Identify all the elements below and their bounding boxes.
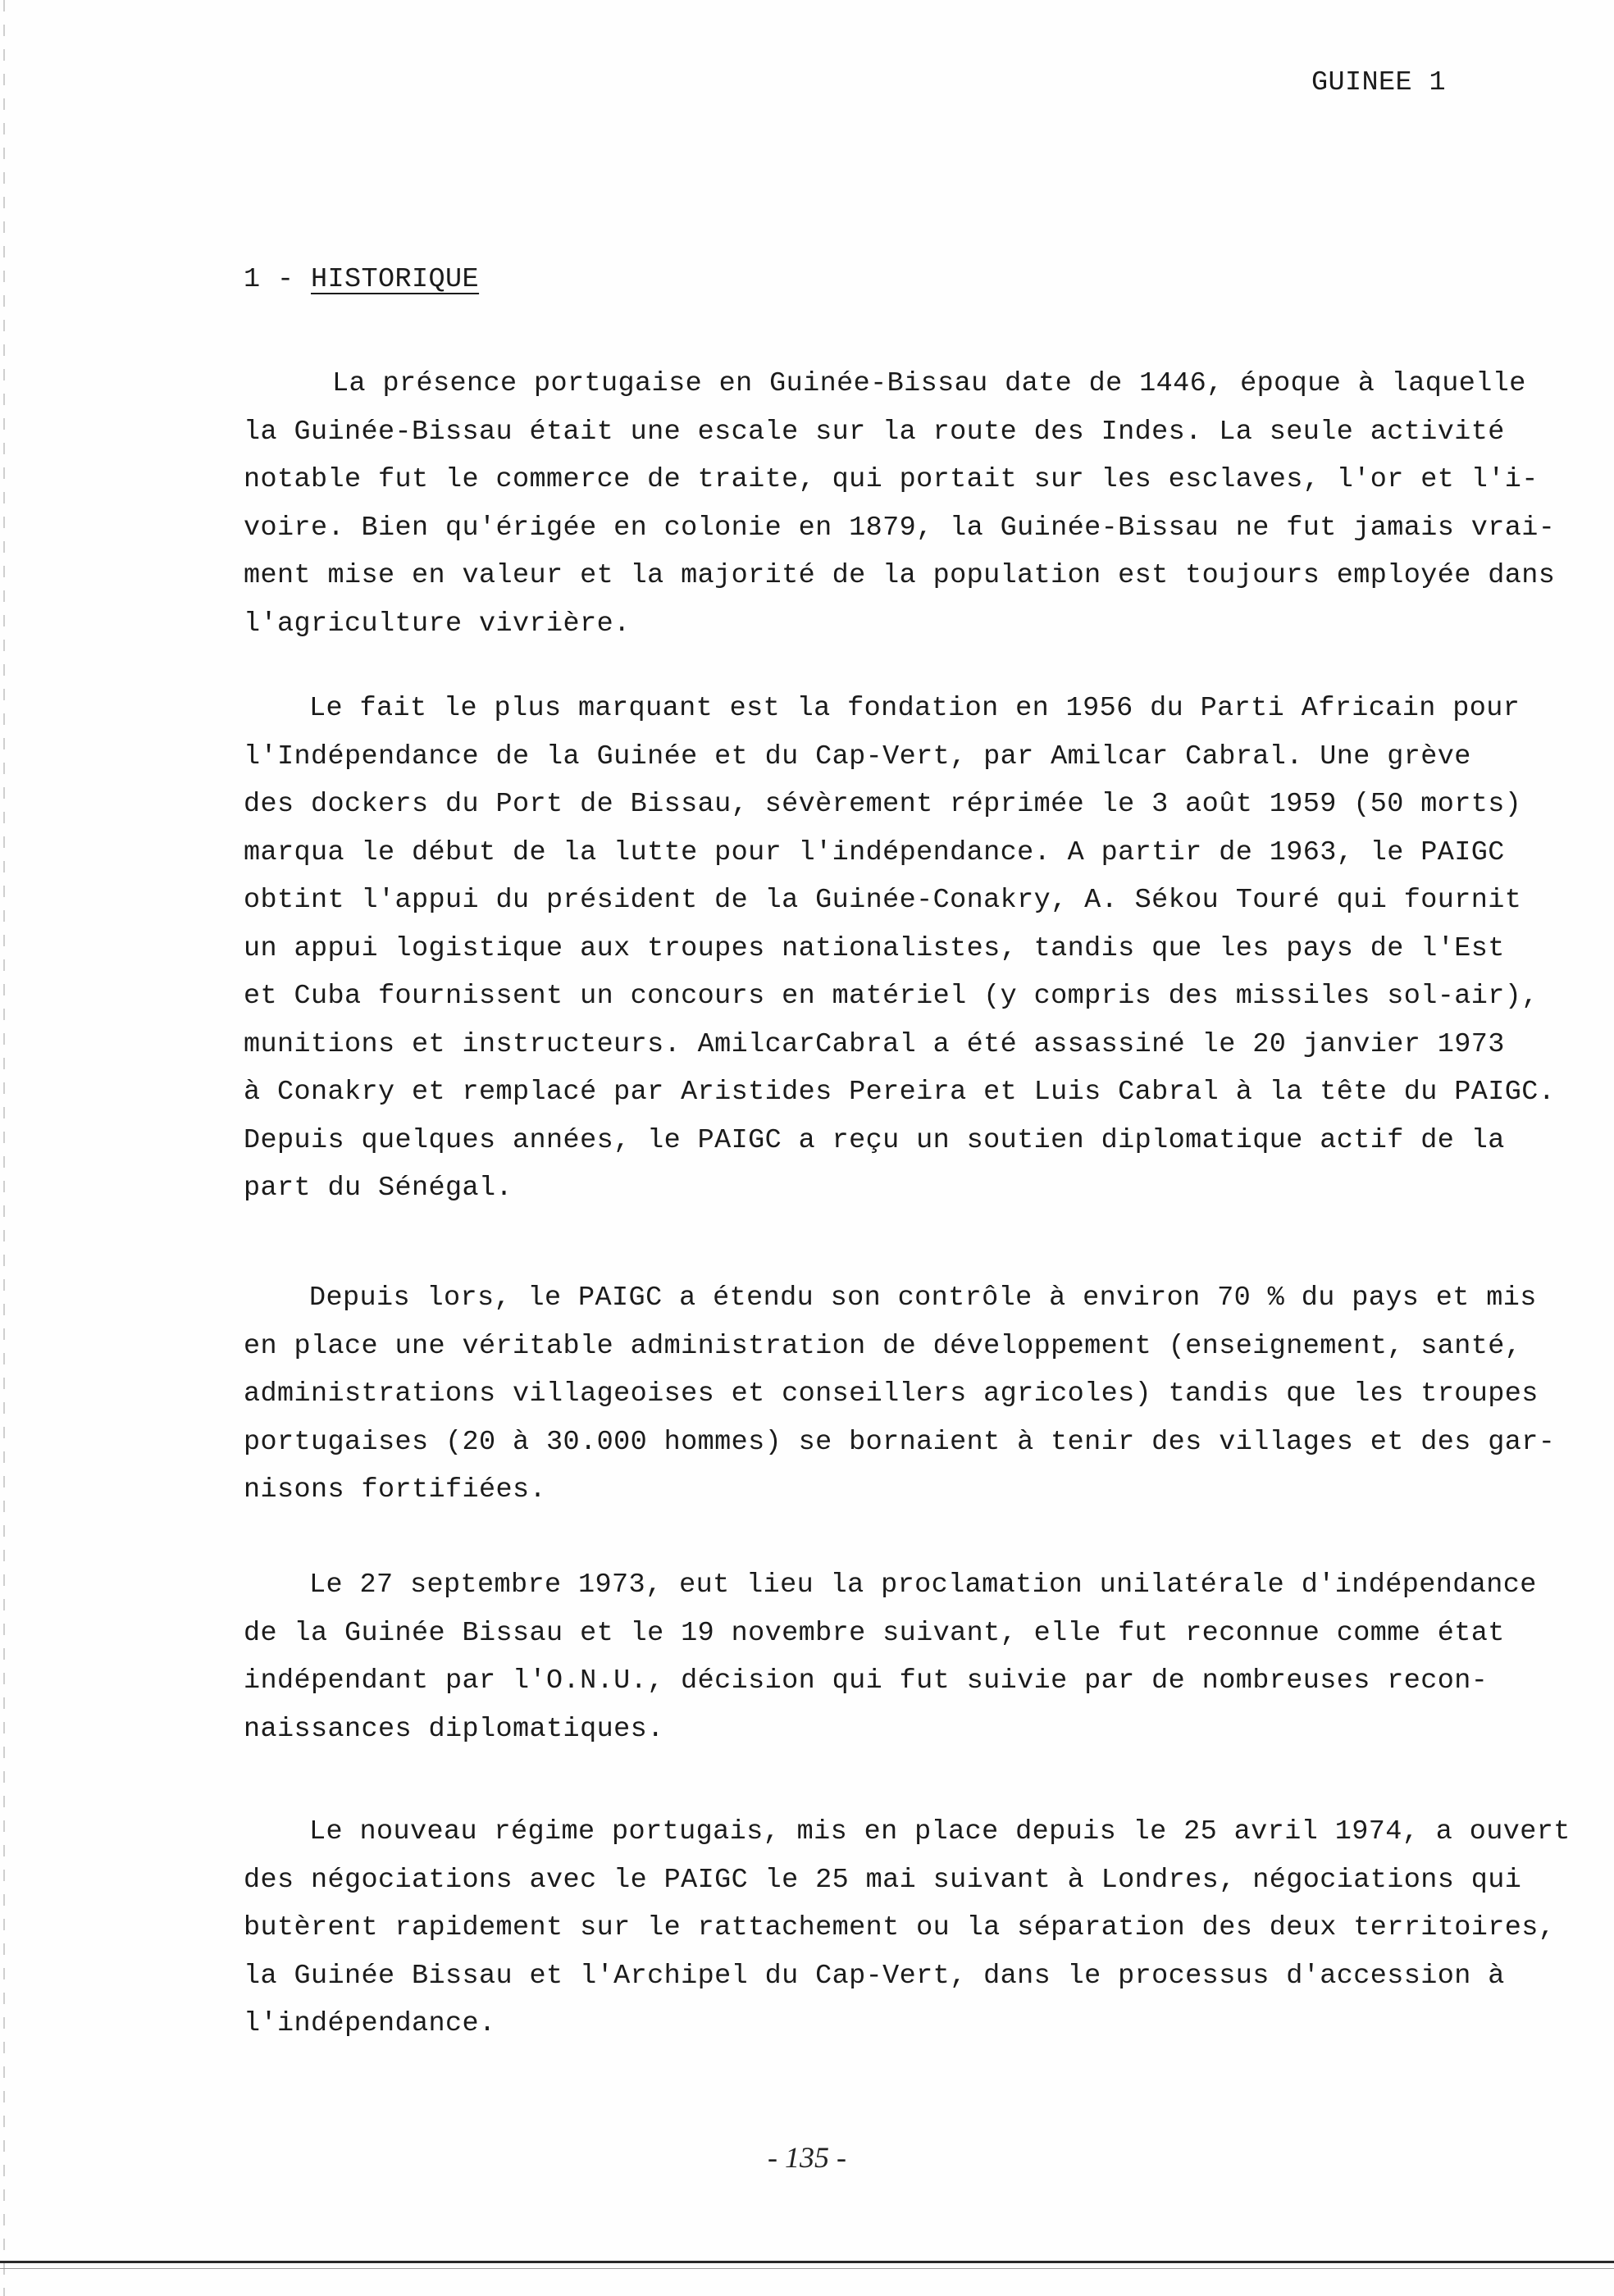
text-line: et Cuba fournissent un concours en matériel (y compris des missiles sol-air),	[244, 981, 1539, 1012]
bottom-rule-thin	[0, 2268, 1614, 2269]
text-line: notable fut le commerce de traite, qui portait sur les esclaves, l'or et l'i-	[244, 464, 1539, 495]
bottom-rule	[0, 2261, 1614, 2263]
text-line: portugaises (20 à 30.000 hommes) se bornaient à tenir des villages et des gar-	[244, 1426, 1556, 1458]
text-line: marqua le début de la lutte pour l'indépendance. A partir de 1963, le PAIGC	[244, 836, 1505, 868]
text-line: La présence portugaise en Guinée-Bissau date de 1446, époque à laquelle	[332, 368, 1526, 399]
text-line: la Guinée-Bissau était une escale sur la route des Indes. La seule activité	[244, 416, 1505, 448]
text-line: Le nouveau régime portugais, mis en place depuis le 25 avril 1974, a ouvert	[309, 1816, 1571, 1847]
text-line: naissances diplomatiques.	[244, 1713, 664, 1745]
text-line: ment mise en valeur et la majorité de la population est toujours employée dans	[244, 560, 1556, 591]
text-line: Le 27 septembre 1973, eut lieu la proclamation unilatérale d'indépendance	[309, 1569, 1537, 1601]
text-line: l'Indépendance de la Guinée et du Cap-Vert, par Amilcar Cabral. Une grève	[244, 740, 1471, 772]
text-line: en place une véritable administration de développement (enseignement, santé,	[244, 1330, 1522, 1362]
text-line: des dockers du Port de Bissau, sévèrement réprimée le 3 août 1959 (50 morts)	[244, 789, 1522, 820]
text-line: l'agriculture vivrière.	[244, 608, 631, 640]
text-line: Depuis lors, le PAIGC a étendu son contrôle à environ 70 % du pays et mis	[309, 1282, 1537, 1314]
paragraph-5	[244, 1808, 1571, 2048]
text-line: butèrent rapidement sur le rattachement ou la séparation des deux territoires,	[244, 1912, 1556, 1943]
text-line: la Guinée Bissau et l'Archipel du Cap-Vert, dans le processus d'accession à	[244, 1960, 1505, 1992]
text-line: l'indépendance.	[244, 2008, 496, 2039]
paragraph-2	[244, 685, 1556, 1213]
text-line: munitions et instructeurs. AmilcarCabral a été assassiné le 20 janvier 1973	[244, 1028, 1505, 1060]
text-line: de la Guinée Bissau et le 19 novembre suivant, elle fut reconnue comme état	[244, 1617, 1505, 1649]
paragraph-4	[244, 1561, 1543, 1753]
text-line: obtint l'appui du président de la Guinée-Conakry, A. Sékou Touré qui fournit	[244, 885, 1522, 916]
text-line: à Conakry et remplacé par Aristides Pereira et Luis Cabral à la tête du PAIGC.	[244, 1077, 1556, 1108]
running-header: GUINEE 1	[1311, 67, 1446, 98]
paragraph-1	[244, 360, 1556, 648]
text-line: des négociations avec le PAIGC le 25 mai suivant à Londres, négociations qui	[244, 1864, 1522, 1896]
scan-edge-artifact	[3, 0, 5, 2296]
text-line: indépendant par l'O.N.U., décision qui fut suivie par de nombreuses recon-	[244, 1665, 1489, 1697]
section-heading	[244, 264, 479, 295]
section-number: 1 -	[244, 264, 294, 295]
text-line: nisons fortifiées.	[244, 1474, 547, 1506]
text-line: Le fait le plus marquant est la fondation en 1956 du Parti Africain pour	[309, 693, 1521, 724]
text-line: voire. Bien qu'érigée en colonie en 1879, la Guinée-Bissau ne fut jamais vrai-	[244, 512, 1556, 544]
text-line: administrations villageoises et conseillers agricoles) tandis que les troupes	[244, 1378, 1539, 1410]
paragraph-3	[244, 1274, 1556, 1515]
section-title: HISTORIQUE	[311, 264, 480, 295]
text-line: Depuis quelques années, le PAIGC a reçu un soutien diplomatique actif de la	[244, 1124, 1505, 1156]
page-number: - 135 -	[768, 2141, 846, 2174]
text-line: part du Sénégal.	[244, 1173, 513, 1204]
text-line: un appui logistique aux troupes nationalistes, tandis que les pays de l'Est	[244, 932, 1505, 964]
